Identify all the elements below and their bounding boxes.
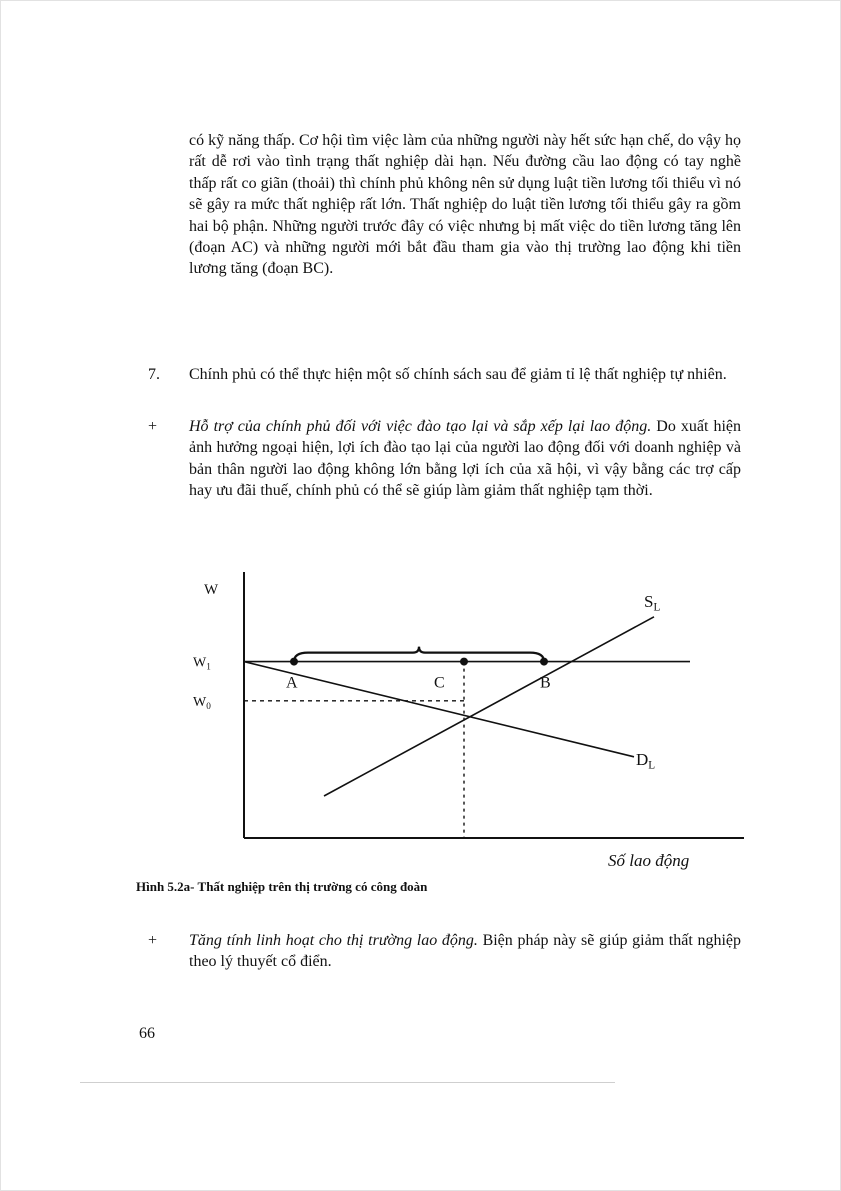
bullet-text: Do xuất hiện ảnh hưởng ngoại hiện, lợi ích đào tạo lại của người lao động đối với doanh nghiệp và bản thân người lao động không lớn bằng lợi ích của xã hội, vì vậy bằng các trợ cấp hay ưu đãi thuế, chính phủ có thể sẽ giúp làm giảm thất nghiệp tạm thời. — [189, 418, 741, 500]
curve-sl — [324, 617, 654, 796]
chart-plot — [193, 572, 744, 870]
point-b-label: B — [540, 674, 551, 692]
bullet-marker: + — [148, 418, 158, 435]
point-a-marker — [290, 658, 298, 666]
point-c-marker — [460, 658, 468, 666]
brace-a-b — [294, 647, 544, 662]
point-a-label: A — [286, 674, 298, 692]
bullet-body — [189, 930, 741, 973]
item-number: 7. — [148, 366, 160, 383]
point-b-marker — [540, 658, 548, 666]
bullet-heading: Tăng tính linh hoạt cho thị trường lao động. — [189, 932, 478, 949]
x-axis-label: Số lao động — [608, 851, 690, 870]
body-paragraph: có kỹ năng thấp. Cơ hội tìm việc làm của những người này hết sức hạn chế, do vậy họ rất dễ rơi vào tình trạng thất nghiệp dài hạn. Nếu đường cầu lao động có tay nghề thấp rất co giãn (thoải) thì chính phủ không nên sử dụng luật tiền lương tối thiểu vì nó sẽ gây ra mức thất nghiệp rất lớn. Thất nghiệp do luật tiền lương tối thiểu gây ra gồm hai bộ phận. Những người trước đây có việc nhưng bị mất việc do tiền lương tăng lên (đoạn AC) và những người mới bắt đầu tham gia vào thị trường lao động khi tiền lương tăng (đoạn BC). — [189, 132, 741, 278]
y-axis-label: W — [204, 582, 219, 598]
supply-curve-label: $S_L$ — [644, 591, 661, 614]
w0-label: $W_0$ — [193, 694, 211, 711]
point-c-label: C — [434, 674, 445, 692]
w1-label: $W_1$ — [193, 655, 211, 672]
bullet-heading: Hỗ trợ của chính phủ đối với việc đào tạo lại và sắp xếp lại lao động. — [189, 418, 652, 435]
figure-caption: Hình 5.2a- Thất nghiệp trên thị trường có công đoàn — [136, 879, 428, 894]
footer-rule — [80, 1082, 615, 1083]
bullet-text: Biện pháp này sẽ giúp giảm thất nghiệp theo lý thuyết cổ điển. — [189, 932, 741, 971]
page-number: 66 — [139, 1025, 155, 1042]
bullet-marker: + — [148, 932, 158, 949]
bullet-item-flexibility — [148, 930, 741, 973]
item-text: Chính phủ có thể thực hiện một số chính sách sau để giảm tỉ lệ thất nghiệp tự nhiên. — [189, 366, 727, 383]
demand-curve-label: $D_L$ — [636, 749, 656, 772]
